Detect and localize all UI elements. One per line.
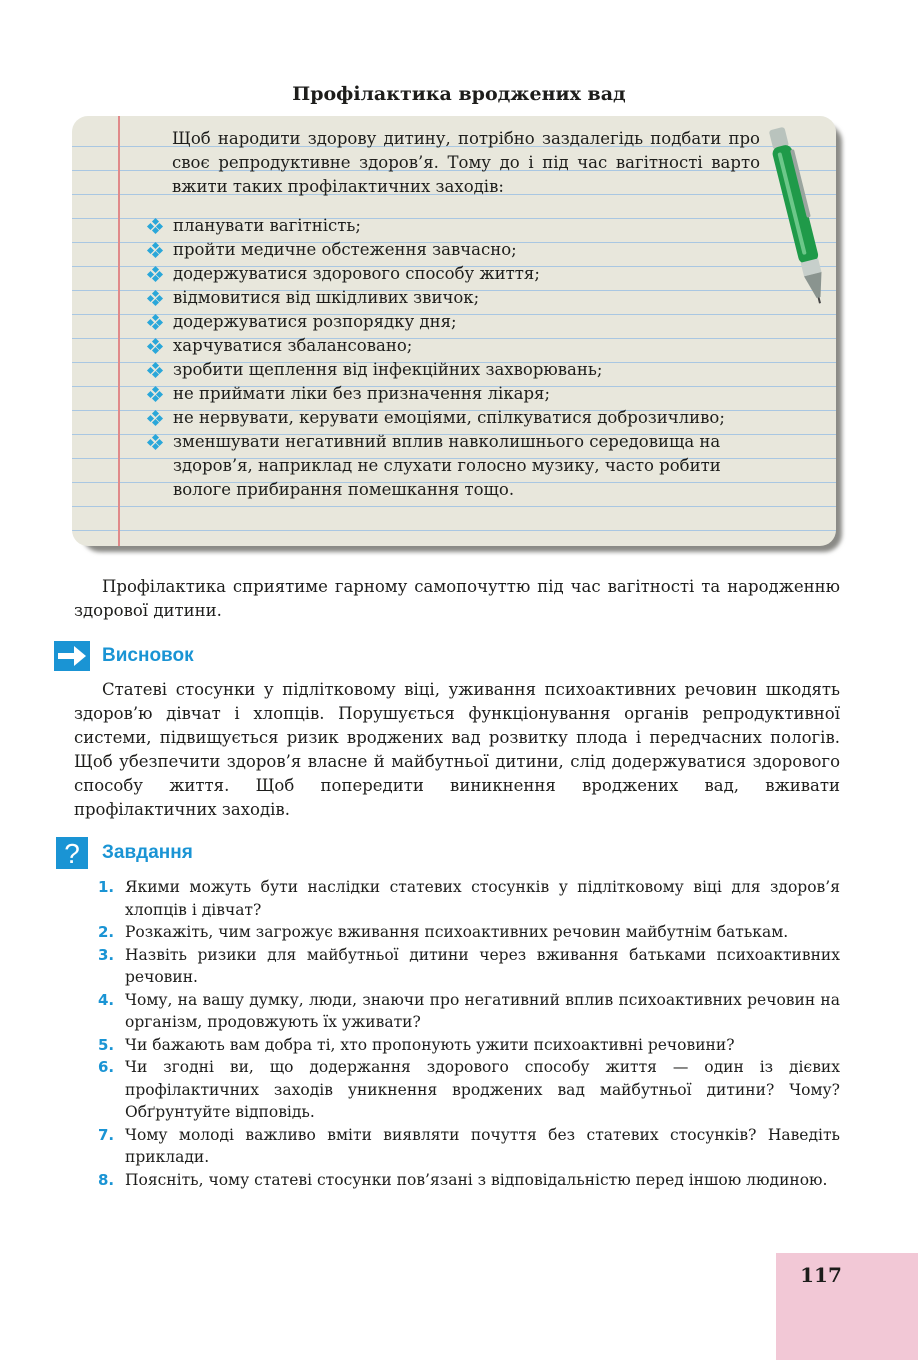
box-title: Профілактика вроджених вад [292,83,626,105]
task-text: Чому, на вашу думку, люди, знаючи про негативний вплив психоактивних речовин на організм, продовжують їх уживати? [125,990,840,1031]
notepad-box [72,116,836,546]
diamond-bullet-icon [148,291,162,305]
diamond-bullet-icon [148,363,162,377]
diamond-bullet-icon [148,243,162,257]
task-number: 7. [98,1125,115,1144]
conclusion-heading [54,641,194,671]
conclusion-heading-label: Висновок [102,645,194,666]
prevention-item [146,286,762,310]
prevention-item [146,334,762,358]
diamond-bullet-icon [148,387,162,401]
prevention-item [146,430,762,502]
task-number: 3. [98,945,115,964]
green-pen-icon [768,120,828,310]
task-number: 2. [98,923,115,941]
diamond-bullet-icon [148,435,162,449]
svg-text:?: ? [64,838,80,869]
conclusion-paragraph: Статеві стосунки у підлітковому віці, уживання психоактивних речовин шкодять здоров’ю дівчат і хлопців. Порушується функціонування органів репродуктивної системи, підвищується ризик вроджених вад розвитку плода і передчасних пологів. Щоб убезпечити здоров’я власне й майбутньої дитини, слід додержуватися здорового способу життя. Щоб попередити виникнення вроджених вад, вживати профілактичних заходів. [74,680,840,819]
task-number: 8. [98,1170,115,1189]
diamond-bullet-icon [148,411,162,425]
diamond-bullet-icon [148,219,162,233]
task-number: 5. [98,1035,115,1054]
page-number: 117 [800,1263,842,1287]
task-number: 1. [98,878,115,896]
task-number: 6. [98,1058,115,1076]
task-item [98,1169,840,1192]
prevention-item-text: відмовитися від шкідливих звичок; [173,288,480,307]
prevention-item-text: не приймати ліки без призначення лікаря; [173,384,551,403]
prevention-item [146,214,762,238]
task-item [98,876,840,921]
prevention-item-text: додержуватися здорового способу життя; [173,264,540,283]
task-item [98,921,840,944]
diamond-bullet-icon [148,315,162,329]
task-item [98,989,840,1034]
prevention-item [146,238,762,262]
prevention-item-text: зменшувати негативний вплив навколишнього середовища на здоров’я, наприклад не слухати голосно музику, часто робити вологе прибирання помешкання тощо. [173,432,721,499]
notepad-margin-line [118,116,120,546]
prevention-item-text: пройти медичне обстеження завчасно; [173,240,517,259]
task-item [98,1034,840,1057]
prevention-item-text: харчуватися збалансовано; [173,336,413,355]
prevention-item [146,358,762,382]
notepad-intro: Щоб народити здорову дитину, потрібно заздалегідь подбати про своє репродуктивне здоров’я. Тому до і під час вагітності варто вжити таких профілактичних заходів: [172,129,760,196]
prevention-item [146,310,762,334]
task-item [98,1056,840,1124]
task-item [98,1124,840,1169]
task-text: Чи згодні ви, що додержання здорового способу життя — один із дієвих профілактичних заходів уникнення вроджених вад майбутньої дитини? Чому? Обґрунтуйте відповідь. [125,1058,840,1121]
prevention-item [146,406,762,430]
prevention-item-text: не нервувати, керувати емоціями, спілкуватися доброзичливо; [173,408,725,427]
prevention-list [146,214,762,502]
task-item [98,944,840,989]
task-number: 4. [98,990,115,1009]
prevention-item [146,262,762,286]
task-text: Назвіть ризики для майбутньої дитини через вживання батьками психоактивних речовин. [125,945,840,986]
prevention-item [146,382,762,406]
tasks-heading-label: Завдання [102,842,193,863]
task-text: Чи бажають вам добра ті, хто пропонують ужити психоактивні речовини? [125,1035,735,1054]
question-mark-icon [54,837,90,869]
task-text: Чому молоді важливо вміти виявляти почуття без статевих стосунків? Наведіть приклади. [125,1125,840,1166]
diamond-bullet-icon [148,339,162,353]
page-number-box [776,1253,918,1360]
task-text: Розкажіть, чим загрожує вживання психоактивних речовин майбутнім батькам. [125,923,789,941]
task-text: Поясніть, чому статеві стосунки пов’язані з відповідальністю перед іншою людиною. [125,1170,828,1189]
task-text: Якими можуть бути наслідки статевих стосунків у підлітковому віці для здоров’я хлопців і дівчат? [125,878,840,919]
diamond-bullet-icon [148,267,162,281]
tasks-list [98,876,840,1191]
prevention-item-text: планувати вагітність; [173,216,361,235]
tasks-heading [54,838,193,868]
arrow-right-icon [54,641,90,671]
after-box-paragraph: Профілактика сприятиме гарному самопочуттю під час вагітності та народженню здорової дитини. [74,577,840,620]
prevention-item-text: зробити щеплення від інфекційних захворювань; [173,360,603,379]
prevention-item-text: додержуватися розпорядку дня; [173,312,457,331]
